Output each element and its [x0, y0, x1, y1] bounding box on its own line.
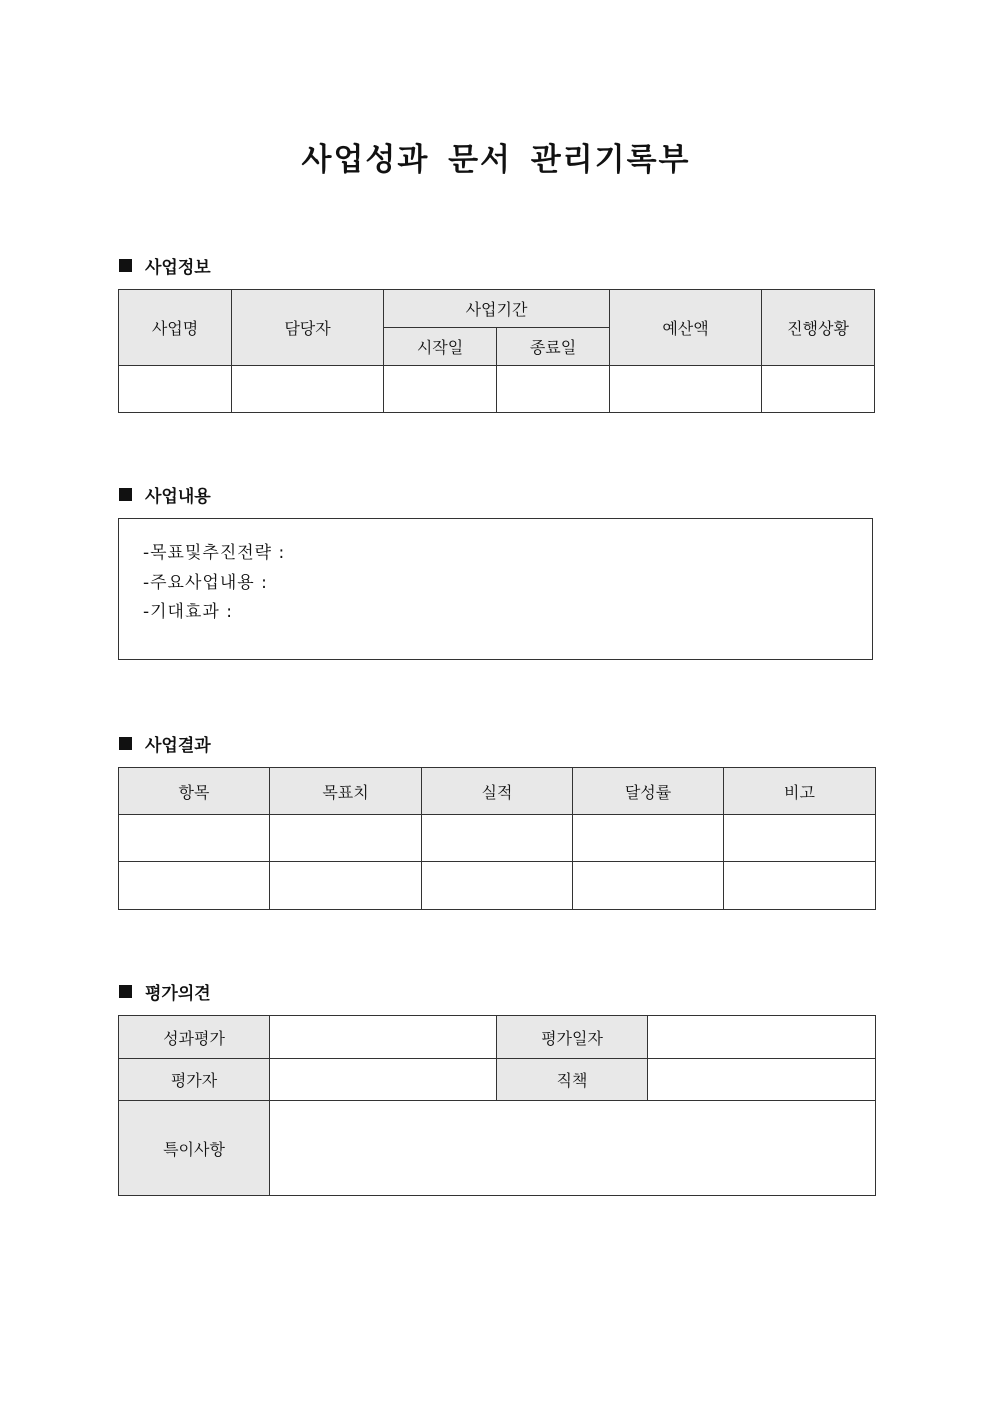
section-heading-result: [119, 731, 211, 755]
content-line-effect: -기대효과 :: [143, 602, 233, 622]
section-heading-label: 사업내용: [145, 486, 211, 507]
cell-start-date[interactable]: [384, 366, 497, 413]
cell-manager[interactable]: [232, 366, 384, 413]
cell-remarks[interactable]: [724, 862, 876, 910]
cell-position[interactable]: [648, 1059, 876, 1101]
label-position: 직책: [497, 1059, 648, 1101]
label-notes: 특이사항: [119, 1101, 270, 1196]
square-bullet-icon: [119, 737, 132, 750]
section-heading-content: [119, 482, 211, 506]
header-period: 사업기간: [384, 290, 610, 328]
cell-item[interactable]: [119, 862, 270, 910]
cell-actual[interactable]: [422, 815, 573, 862]
square-bullet-icon: [119, 259, 132, 272]
square-bullet-icon: [119, 488, 132, 501]
section-heading-evaluation: [119, 979, 211, 1003]
content-line-goal: -목표및추진전략 :: [143, 543, 286, 563]
header-achievement: 달성률: [573, 768, 724, 815]
table-row: [119, 815, 876, 862]
cell-eval-date[interactable]: [648, 1016, 876, 1059]
cell-notes[interactable]: [270, 1101, 876, 1196]
cell-performance[interactable]: [270, 1016, 497, 1059]
header-start-date: 시작일: [384, 328, 497, 366]
header-remarks: 비고: [724, 768, 876, 815]
cell-target[interactable]: [270, 862, 422, 910]
content-line-main: -주요사업내용 :: [143, 572, 268, 593]
result-table: [118, 767, 876, 910]
header-project-name: 사업명: [119, 290, 232, 366]
label-eval-date: 평가일자: [497, 1016, 648, 1059]
evaluation-table: [118, 1015, 876, 1196]
header-status: 진행상황: [762, 290, 875, 366]
header-item: 항목: [119, 768, 270, 815]
section-heading-label: 평가의견: [145, 983, 211, 1004]
cell-actual[interactable]: [422, 862, 573, 910]
cell-achievement[interactable]: [573, 815, 724, 862]
cell-status[interactable]: [762, 366, 875, 413]
cell-end-date[interactable]: [497, 366, 610, 413]
cell-item[interactable]: [119, 815, 270, 862]
page-title: 사업성과 문서 관리기록부: [301, 142, 691, 178]
info-table: [118, 289, 875, 413]
cell-budget[interactable]: [610, 366, 762, 413]
header-budget: 예산액: [610, 290, 762, 366]
cell-evaluator[interactable]: [270, 1059, 497, 1101]
cell-project-name[interactable]: [119, 366, 232, 413]
square-bullet-icon: [119, 985, 132, 998]
content-box[interactable]: [118, 518, 873, 660]
section-heading-label: 사업결과: [145, 735, 211, 756]
section-heading-info: [119, 253, 211, 277]
cell-achievement[interactable]: [573, 862, 724, 910]
section-heading-label: 사업정보: [145, 257, 211, 278]
header-end-date: 종료일: [497, 328, 610, 366]
label-performance: 성과평가: [119, 1016, 270, 1059]
header-manager: 담당자: [232, 290, 384, 366]
header-target: 목표치: [270, 768, 422, 815]
cell-remarks[interactable]: [724, 815, 876, 862]
header-actual: 실적: [422, 768, 573, 815]
table-row: [119, 862, 876, 910]
cell-target[interactable]: [270, 815, 422, 862]
label-evaluator: 평가자: [119, 1059, 270, 1101]
